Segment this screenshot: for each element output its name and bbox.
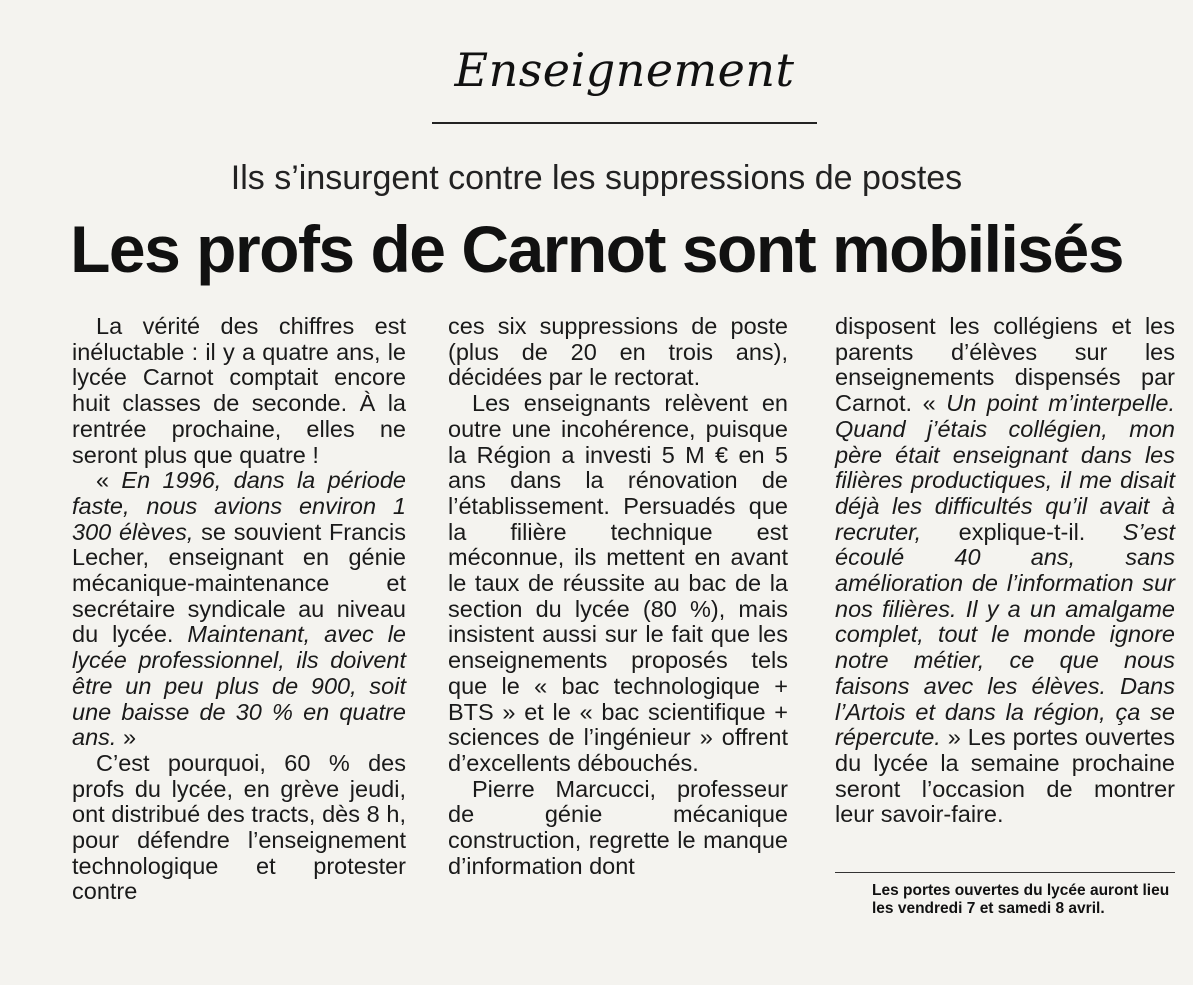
paragraph: C’est pourquoi, 60 % des profs du lycée, en grève jeudi, ont distribué des tracts, dès 8 h, pour défendre l’enseignement technologique et protester contre bbox=[72, 749, 406, 905]
text: » Les portes ouvertes du lycée la semaine prochaine seront l’occasion de montrer leur savoir-faire. bbox=[835, 724, 1175, 828]
article-headline: Les profs de Carnot sont mobilisés bbox=[70, 212, 1123, 286]
paragraph: ces six suppressions de poste (plus de 20 en trois ans), décidées par le rectorat. bbox=[448, 313, 788, 391]
paragraph bbox=[835, 314, 1175, 828]
quote-close: » bbox=[116, 724, 137, 751]
quote: Un point m’interpelle. Quand j’étais collégien, mon père était enseignant dans les filières productiques, il me disait déjà les difficultés qu’il avait à recruter, bbox=[835, 390, 1175, 545]
article-column-1 bbox=[72, 314, 406, 905]
paragraph: Les enseignants relèvent en outre une incohérence, puisque la Région a investi 5 M € en 5 ans dans la rénovation de l’établissement. Persuadés que la filière technique est méconnue, ils mettent en avant le taux de réussite au bac de la section du lycée (80 %), mais insistent aussi sur le fait que les enseignements proposés tels que le « bac technologique + BTS » et le « bac scientifique + sciences de l’ingénieur » offrent d’excellents débouchés. bbox=[448, 390, 788, 776]
quote: S’est écoulé 40 ans, sans amélioration de l’information sur nos filières. Il y a un amalgame complet, tout le monde ignore notre métier, ce que nous faisons avec les élèves. Dans l’Artois et dans la région, ça se répercute. bbox=[835, 518, 1175, 751]
info-box: Les portes ouvertes du lycée auront lieu les vendredi 7 et samedi 8 avril. bbox=[872, 882, 1170, 917]
text: se souvient Francis Lecher, enseignant en génie mécanique-maintenance et secrétaire syndicale au niveau du lycée. bbox=[72, 518, 406, 648]
article-column-2 bbox=[448, 314, 788, 879]
quote-open: « bbox=[96, 467, 122, 494]
end-rule bbox=[835, 872, 1175, 873]
text: explique-t-il. bbox=[921, 518, 1123, 545]
article-kicker: Ils s’insurgent contre les suppressions de postes bbox=[230, 159, 963, 197]
article-column-3 bbox=[835, 314, 1175, 828]
section-title: Enseignement bbox=[454, 43, 795, 97]
paragraph: La vérité des chiffres est inéluctable : il y a quatre ans, le lycée Carnot comptait encore huit classes de seconde. À la rentrée prochaine, elles ne seront plus que quatre ! bbox=[72, 313, 406, 468]
section-rubric bbox=[432, 22, 817, 124]
quote: En 1996, dans la période faste, nous avions environ 1 300 élèves, bbox=[72, 467, 406, 545]
text: disposent les collégiens et les parents d’élèves sur les enseignements dispensés par Carnot. « bbox=[835, 313, 1175, 417]
paragraph bbox=[72, 468, 406, 751]
quote: Maintenant, avec le lycée professionnel, ils doivent être un peu plus de 900, soit une baisse de 30 % en quatre ans. bbox=[72, 621, 406, 751]
paragraph: Pierre Marcucci, professeur de génie mécanique construction, regrette le manque d’information dont bbox=[448, 775, 788, 879]
